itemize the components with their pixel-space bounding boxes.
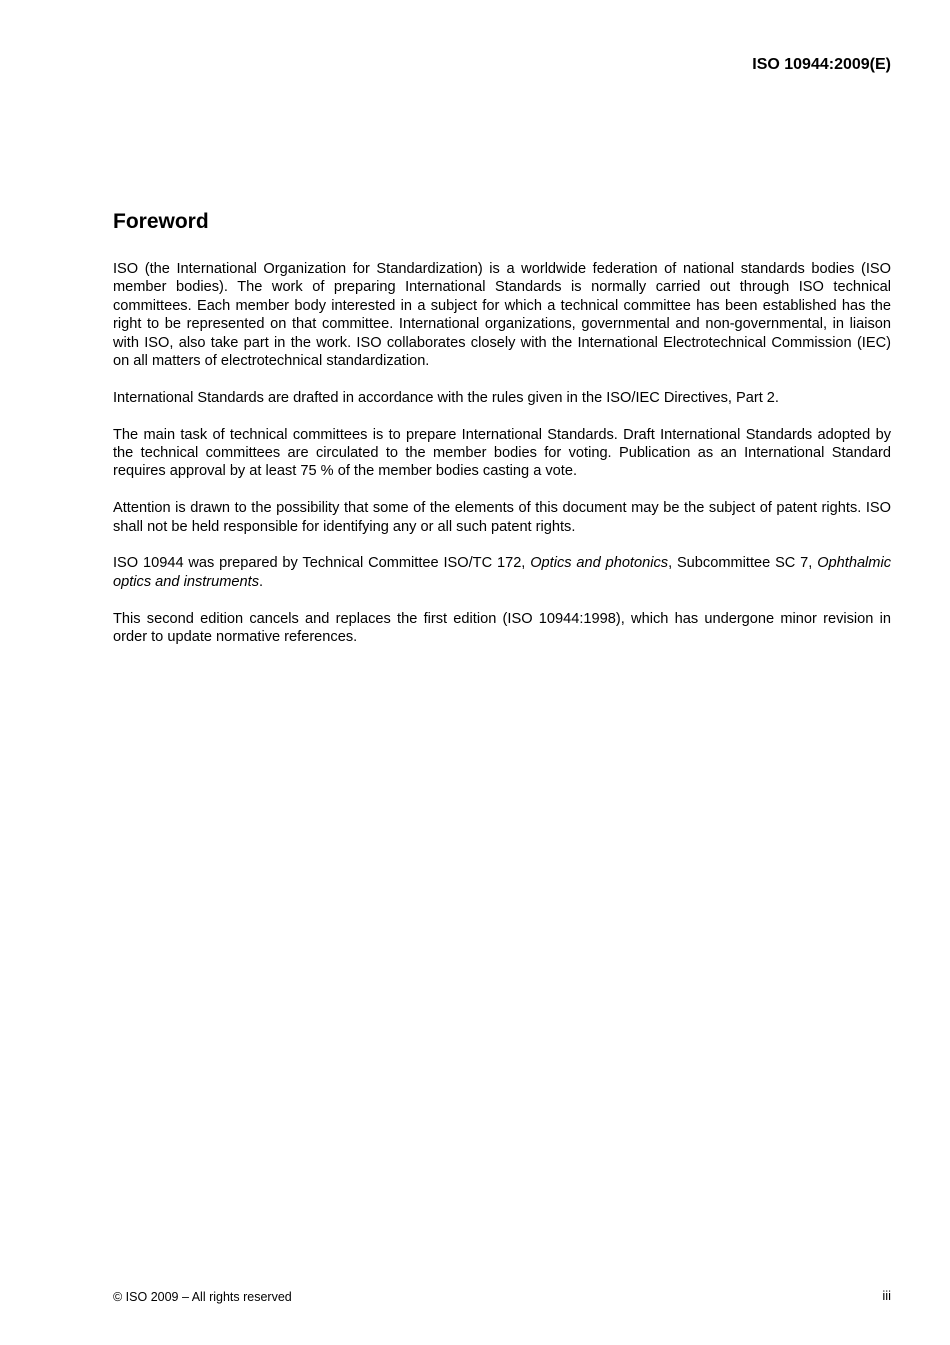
preparation-text-1: ISO 10944 was prepared by Technical Committee ISO/TC 172, bbox=[113, 555, 531, 572]
paragraph-edition: This second edition cancels and replaces the first edition (ISO 10944:1998), which has undergone minor revision in order to update normative references. bbox=[113, 610, 891, 646]
page-title: Foreword bbox=[113, 210, 209, 233]
paragraph-committee-task: The main task of technical committees is to prepare International Standards. Draft International Standards adopted by the technical committees are circulated to the member bodies for voting. Publication as an International Standard requires approval by at least 75 % of the member bodies casting a vote. bbox=[113, 426, 891, 480]
page-number: iii bbox=[882, 1288, 891, 1303]
paragraph-patent-rights: Attention is drawn to the possibility that some of the elements of this document may be the subject of patent rights. ISO shall not be held responsible for identifying any or all such patent rights. bbox=[113, 500, 891, 535]
paragraph-preparation bbox=[113, 554, 891, 591]
foreword-body bbox=[113, 260, 891, 665]
copyright-notice: © ISO 2009 – All rights reserved bbox=[113, 1290, 292, 1304]
preparation-text-3: . bbox=[259, 573, 264, 590]
preparation-text-2: , Subcommittee SC 7, bbox=[668, 555, 818, 572]
paragraph-iso-overview: ISO (the International Organization for Standardization) is a worldwide federation of national standards bodies (ISO member bodies). The work of preparing International Standards is normally carried out through ISO technical committees. Each member body interested in a subject for which a technical committee has been established has the right to be represented on that committee. International organizations, governmental and non-governmental, in liaison with ISO, also take part in the work. ISO collaborates closely with the International Electrotechnical Commission (IEC) on all matters of electrotechnical standardization. bbox=[113, 261, 891, 370]
paragraph-drafting-rules: International Standards are drafted in accordance with the rules given in the ISO/IEC Directives, Part 2. bbox=[113, 389, 779, 406]
subcommittee-name: Ophthalmic optics and instruments bbox=[113, 555, 891, 590]
document-identifier: ISO 10944:2009(E) bbox=[752, 56, 891, 73]
committee-name: Optics and photonics bbox=[530, 555, 669, 572]
